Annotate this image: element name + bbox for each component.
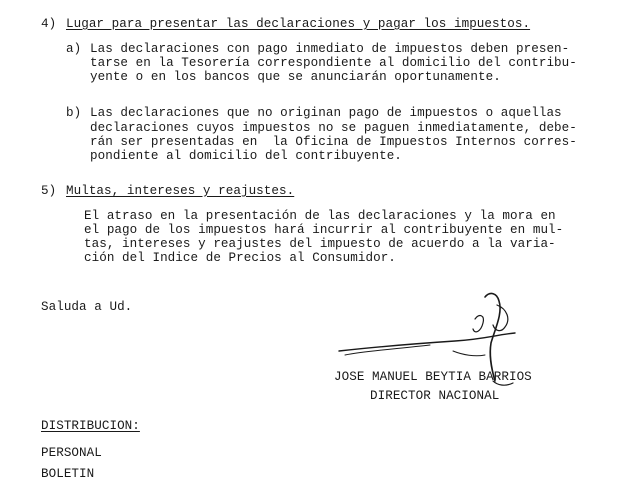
distribution-item-boletin: BOLETIN xyxy=(41,467,95,481)
section-5-line-3: tas, intereses y reajustes del impuesto de acuerdo a la varia- xyxy=(84,237,556,251)
distribution-item-personal: PERSONAL xyxy=(41,446,102,460)
item-b-line-4: pondiente al domicilio del contribuyente. xyxy=(90,149,402,163)
item-a-line-2: tarse en la Tesorería correspondiente al domicilio del contribu- xyxy=(90,56,577,70)
item-a-line-3: yente o en los bancos que se anunciarán oportunamente. xyxy=(90,70,501,84)
signatory-name: JOSE MANUEL BEYTIA BARRIOS xyxy=(334,370,532,384)
signatory-title: DIRECTOR NACIONAL xyxy=(370,389,500,403)
item-a-marker: a) xyxy=(66,42,82,56)
distribution-heading: DISTRIBUCION: xyxy=(41,419,140,433)
section-4-heading: Lugar para presentar las declaraciones y pagar los impuestos. xyxy=(66,17,531,31)
item-b-line-1: Las declaraciones que no originan pago de impuestos o aquellas xyxy=(90,106,562,120)
item-a-line-1: Las declaraciones con pago inmediato de impuestos deben presen- xyxy=(90,42,570,56)
section-5-number: 5) xyxy=(41,184,57,198)
closing-salutation: Saluda a Ud. xyxy=(41,300,133,314)
section-4-number: 4) xyxy=(41,17,57,31)
item-b-line-3: rán ser presentadas en la Oficina de Impuestos Internos corres- xyxy=(90,135,577,149)
section-5-line-2: el pago de los impuestos hará incurrir al contribuyente en mul- xyxy=(84,223,564,237)
item-b-line-2: declaraciones cuyos impuestos no se paguen inmediatamente, debe- xyxy=(90,121,577,135)
section-5-line-1: El atraso en la presentación de las declaraciones y la mora en xyxy=(84,209,556,223)
section-5-line-4: ción del Indice de Precios al Consumidor. xyxy=(84,251,396,265)
item-b-marker: b) xyxy=(66,106,82,120)
section-5-heading: Multas, intereses y reajustes. xyxy=(66,184,295,198)
